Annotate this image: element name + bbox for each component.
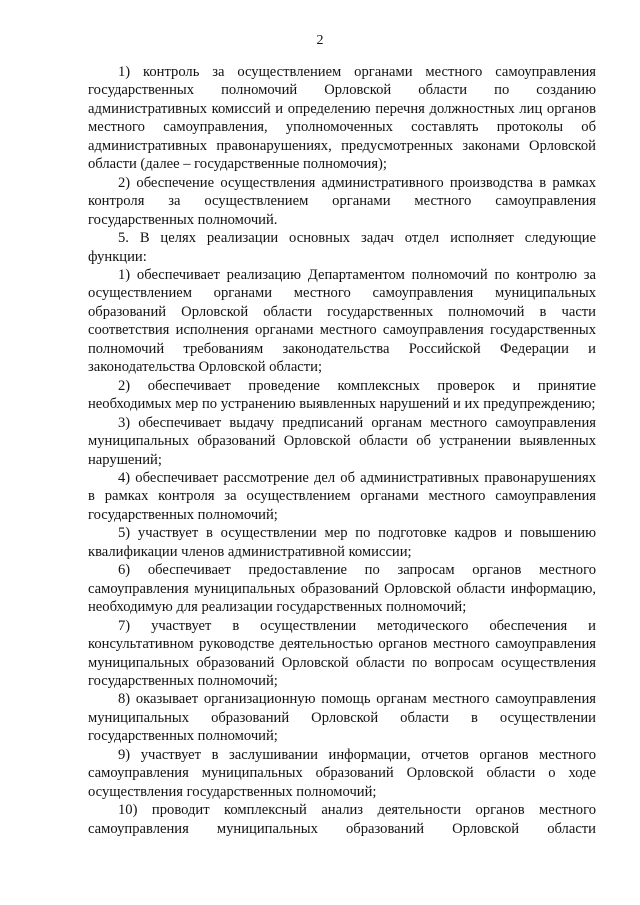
paragraph-task-2: 2) обеспечение осуществления административного производства в рамках контроля за осуществлением органами местного самоуправления государственных полномочий. — [88, 174, 596, 228]
paragraph-function-2: 2) обеспечивает проведение комплексных проверок и принятие необходимых мер по устранению выявленных нарушений и их предупреждению; — [88, 377, 596, 413]
paragraph-function-9: 9) участвует в заслушивании информации, отчетов органов местного самоуправления муниципальных образований Орловской области о ходе осуществления государственных полномочий; — [88, 746, 596, 800]
paragraph-section-5: 5. В целях реализации основных задач отдел исполняет следующие функции: — [88, 230, 596, 265]
page-number: 2 — [316, 33, 324, 48]
paragraph-function-8: 8) оказывает организационную помощь органам местного самоуправления муниципальных образований Орловской области в осуществлении государственных полномочий; — [88, 691, 596, 745]
document-body — [88, 63, 596, 838]
paragraph-function-4: 4) обеспечивает рассмотрение дел об административных правонарушениях в рамках контроля за осуществлением органами местного самоуправления государственных полномочий; — [88, 469, 596, 523]
paragraph-function-10: 10) проводит комплексный анализ деятельности органов местного самоуправления муниципальных образований Орловской области — [88, 802, 596, 837]
paragraph-function-5: 5) участвует в осуществлении мер по подготовке кадров и повышению квалификации членов административной комиссии; — [88, 525, 596, 560]
paragraph-function-3: 3) обеспечивает выдачу предписаний органам местного самоуправления муниципальных образований Орловской области об устранении выявленных нарушений; — [88, 414, 596, 468]
paragraph-function-7: 7) участвует в осуществлении методического обеспечения и консультативном руководстве деятельностью органов местного самоуправления муниципальных образований Орловской области по вопросам осуществления государственных полномочий; — [88, 617, 596, 689]
paragraph-function-6: 6) обеспечивает предоставление по запросам органов местного самоуправления муниципальных образований Орловской области информацию, необходимую для реализации государственных полномочий; — [88, 562, 596, 616]
paragraph-function-1: 1) обеспечивает реализацию Департаментом полномочий по контролю за осуществлением органами местного самоуправления муниципальных образований Орловской области государственных полномочий в части соответствия исполнения органами местного самоуправления государственных полномочий требованиям законодательства Российской Федерации и законодательства Орловской области; — [88, 266, 596, 376]
paragraph-task-1: 1) контроль за осуществлением органами местного самоуправления государственных полномочий Орловской области по созданию административных комиссий и определению перечня должностных лиц органов местного самоуправления, уполномоченных составлять протоколы об административных правонарушениях, предусмотренных законами Орловской области (далее – государственные полномочия); — [88, 64, 596, 173]
